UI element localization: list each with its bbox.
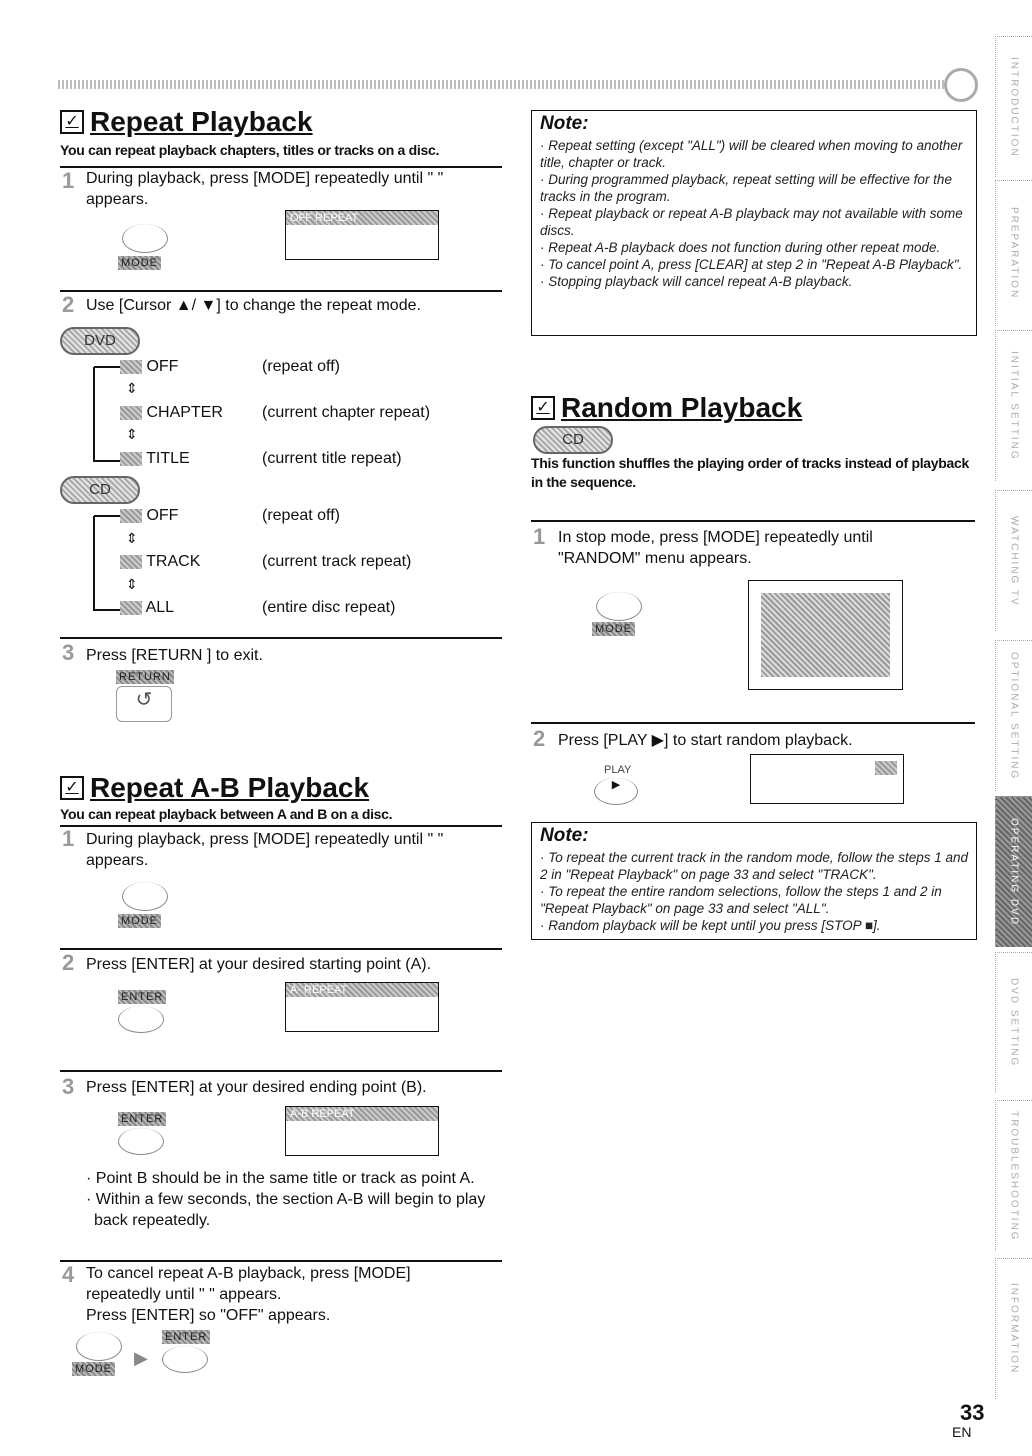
repeat-ab-subtitle: You can repeat playback between A and B on a disc.: [60, 806, 393, 822]
cd-mode-all: ALL: [120, 599, 174, 617]
mode-button-label: MODE: [592, 622, 635, 636]
ab-step3-text: Press [ENTER] at your desired ending point (B).: [86, 1079, 427, 1096]
repeat-playback-heading: ✓ Repeat Playback: [60, 106, 313, 138]
mode-button-icon: [122, 882, 168, 911]
side-tab-initial-setting[interactable]: INITIAL SETTING: [995, 330, 1032, 481]
checkbox-icon: ✓: [60, 776, 84, 800]
repeat-icon: [120, 360, 142, 374]
step-number: 3: [62, 1074, 75, 1099]
ab-step2-text: Press [ENTER] at your desired starting point (A).: [86, 956, 432, 973]
side-tab-introduction[interactable]: INTRODUCTION: [995, 36, 1032, 177]
cd-mode-track-desc: (current track repeat): [262, 553, 412, 570]
mode-button-label: MODE: [118, 914, 161, 928]
step-number: 2: [62, 950, 75, 975]
osd-screen: [285, 1106, 439, 1156]
random-step2-text: Press [PLAY ▶] to start random playback.: [558, 732, 853, 749]
divider: [531, 520, 975, 522]
side-tab-preparation[interactable]: PREPARATION: [995, 180, 1032, 326]
side-tab-troubleshooting[interactable]: TROUBLESHOOTING: [995, 1100, 1032, 1251]
note-box: [531, 110, 977, 336]
random-playback-heading: ✓ Random Playback: [531, 392, 802, 424]
checkbox-icon: ✓: [531, 396, 555, 420]
repeat-ab-heading: ✓ Repeat A-B Playback: [60, 772, 369, 804]
repeat-icon: [120, 406, 142, 420]
repeat-playback-subtitle: You can repeat playback chapters, titles or tracks on a disc.: [60, 142, 440, 158]
cd-mode-all-desc: (entire disc repeat): [262, 599, 396, 616]
ab-step1-text: During playback, press [MODE] repeatedly until " " appears.: [86, 831, 444, 869]
osd-screen: [285, 982, 439, 1032]
mode-button-icon: [122, 224, 168, 253]
ab-step4-text: To cancel repeat A-B playback, press [MODE] repeatedly until " " appears.: [86, 1265, 411, 1303]
note-item: · Stopping playback will cancel repeat A-B playback.: [540, 274, 853, 289]
dvd-mode-title-desc: (current title repeat): [262, 450, 402, 467]
arrow-right-icon: ▶: [134, 1348, 148, 1368]
note-item: · To repeat the current track in the random mode, follow the steps 1 and 2 in "Repeat Playback" on page 33 and select "TRACK".: [540, 850, 968, 882]
osd-bar: OFF REPEAT: [286, 211, 438, 225]
ab-step4-text2: Press [ENTER] so "OFF" appears.: [86, 1307, 331, 1324]
step-number: 2: [62, 292, 75, 317]
divider: [60, 290, 502, 292]
side-tab-watching-tv[interactable]: WATCHING TV: [995, 490, 1032, 631]
repeat-icon: [120, 555, 142, 569]
step-number: 1: [533, 524, 546, 549]
checkbox-icon: ✓: [60, 110, 84, 134]
updown-arrow-icon: ⇕: [126, 576, 138, 592]
return-button-icon: ↺: [116, 686, 172, 722]
osd-bar: A- REPEAT: [286, 983, 438, 997]
cd-label: CD: [60, 476, 140, 504]
divider: [60, 948, 502, 950]
osd-screen: [748, 580, 903, 690]
top-decorative-bar: [58, 80, 958, 89]
ab-bullet: · Within a few seconds, the section A-B will begin to play back repeatedly.: [86, 1191, 486, 1229]
note-item: · To cancel point A, press [CLEAR] at step 2 in "Repeat A-B Playback".: [540, 257, 963, 272]
divider: [60, 637, 502, 639]
side-tab-information[interactable]: INFORMATION: [995, 1258, 1032, 1399]
repeat-step1-text: During playback, press [MODE] repeatedly until " " appears.: [86, 170, 444, 208]
enter-button-icon: [118, 1006, 164, 1033]
side-tab-dvd-setting[interactable]: DVD SETTING: [995, 952, 1032, 1093]
note-item: · To repeat the entire random selections, follow the steps 1 and 2 in "Repeat Playback" on page 33 and select "ALL".: [540, 884, 942, 916]
divider: [60, 825, 502, 827]
enter-button-icon: [162, 1346, 208, 1373]
cd-mode-off-desc: (repeat off): [262, 507, 340, 524]
page-number: 33: [960, 1400, 985, 1425]
repeat-icon: [120, 509, 142, 523]
repeat-icon: [120, 601, 142, 615]
enter-button-icon: [118, 1128, 164, 1155]
dvd-mode-chapter: CHAPTER: [120, 404, 223, 422]
note-item: · Repeat playback or repeat A-B playback may not available with some discs.: [540, 206, 963, 238]
note-item: · Repeat A-B playback does not function during other repeat mode.: [540, 240, 941, 255]
repeat-icon: [120, 452, 142, 466]
step-number: 1: [62, 168, 75, 193]
ab-bullet: · Point B should be in the same title or track as point A.: [86, 1170, 475, 1187]
mode-button-icon: [76, 1332, 122, 1361]
note-item: · Repeat setting (except "ALL") will be cleared when moving to another title, chapter or track.: [540, 138, 963, 170]
mode-button-icon: [596, 592, 642, 621]
updown-arrow-icon: ⇕: [126, 380, 138, 396]
updown-arrow-icon: ⇕: [126, 530, 138, 546]
cd-label: CD: [533, 426, 613, 454]
mode-button-label: MODE: [72, 1362, 115, 1376]
top-decorative-circle: [944, 68, 978, 102]
updown-arrow-icon: ⇕: [126, 426, 138, 442]
note-item: · During programmed playback, repeat setting will be effective for the tracks in the program.: [540, 172, 952, 204]
random-step1-text: In stop mode, press [MODE] repeatedly until "RANDOM" menu appears.: [558, 529, 873, 567]
play-button-icon: ▶: [594, 778, 638, 805]
random-subtitle: This function shuffles the playing order of tracks instead of playback in the sequence.: [531, 455, 969, 490]
side-tab-optional-setting[interactable]: OPTIONAL SETTING: [995, 640, 1032, 791]
osd-bar: A-B REPEAT: [286, 1107, 438, 1121]
divider: [531, 722, 975, 724]
mode-button-label: MODE: [118, 256, 161, 270]
enter-button-label: ENTER: [118, 1112, 166, 1126]
random-icon: [875, 761, 897, 775]
note-title: Note:: [540, 825, 589, 846]
step-number: 1: [62, 826, 75, 851]
divider: [60, 1070, 502, 1072]
enter-button-label: ENTER: [162, 1330, 210, 1344]
osd-screen: [750, 754, 904, 804]
page-lang: EN: [952, 1424, 972, 1440]
step-number: 2: [533, 726, 546, 751]
cd-mode-off: OFF: [120, 507, 178, 525]
step-number: 3: [62, 640, 75, 665]
step-number: 4: [62, 1262, 75, 1287]
enter-button-label: ENTER: [118, 990, 166, 1004]
dvd-mode-title: TITLE: [120, 450, 190, 468]
divider: [60, 1260, 502, 1262]
repeat-step2-text: Use [Cursor ▲/ ▼] to change the repeat mode.: [86, 297, 421, 314]
dvd-mode-off: OFF: [120, 358, 178, 376]
dvd-mode-chapter-desc: (current chapter repeat): [262, 404, 431, 421]
return-button-label: RETURN: [116, 670, 174, 684]
play-button-label: PLAY: [604, 764, 632, 776]
note-box: [531, 822, 977, 940]
osd-screen: [285, 210, 439, 260]
note-title: Note:: [540, 113, 589, 134]
dvd-label: DVD: [60, 327, 140, 355]
cd-mode-track: TRACK: [120, 553, 200, 571]
side-tab-operating-dvd[interactable]: OPERATING DVD: [995, 796, 1032, 947]
dvd-mode-off-desc: (repeat off): [262, 358, 340, 375]
repeat-step3-text: Press [RETURN ] to exit.: [86, 647, 263, 664]
random-menu-image: [761, 593, 890, 677]
note-item: · Random playback will be kept until you press [STOP ■].: [540, 918, 881, 933]
